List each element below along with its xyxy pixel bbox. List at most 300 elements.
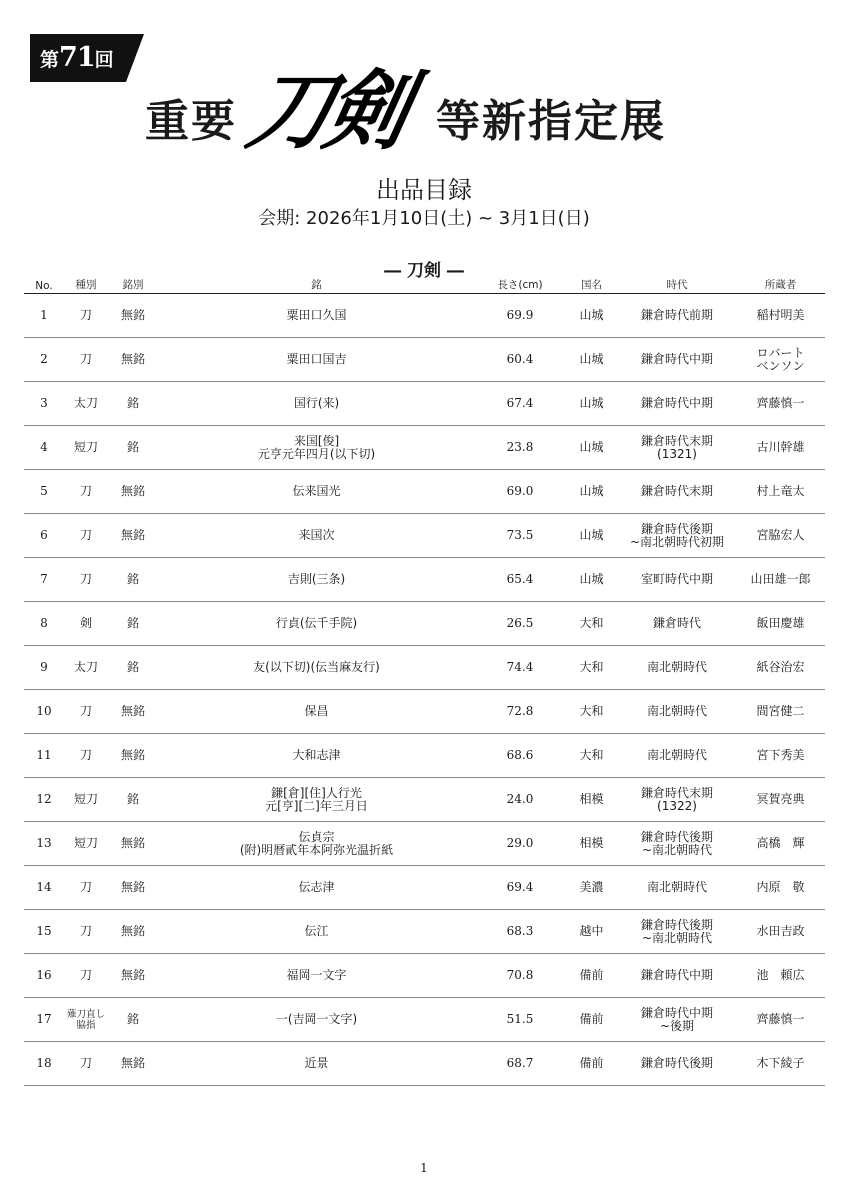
page-number: 1 — [420, 1161, 428, 1175]
cell-owner — [736, 646, 825, 690]
table-row — [24, 998, 825, 1042]
cell-no-text: 5 — [40, 484, 48, 498]
cell-owner — [736, 514, 825, 558]
cell-no-text: 2 — [40, 352, 48, 366]
cell-owner — [736, 690, 825, 734]
cell-no-text: 8 — [40, 616, 48, 630]
cell-owner — [736, 294, 825, 338]
cell-mei — [158, 470, 475, 514]
cell-era — [618, 646, 736, 690]
table-row — [24, 690, 825, 734]
cell-type — [64, 734, 108, 778]
cell-type — [64, 558, 108, 602]
cell-type-text: 剣 — [79, 616, 92, 630]
cell-owner-text: 間宮健二 — [756, 704, 805, 718]
cell-mei-text: 鎌[倉][住]人行光 元[亨][二]年三月日 — [265, 785, 368, 813]
section-heading: ― 刀剣 ― — [384, 261, 464, 281]
cell-length — [475, 602, 565, 646]
cell-length — [475, 910, 565, 954]
cell-province — [565, 954, 618, 998]
col-header-mei: 銘 — [158, 276, 475, 294]
cell-length-text: 24.0 — [506, 792, 534, 806]
cell-no — [24, 426, 64, 470]
cell-type — [64, 294, 108, 338]
cell-no — [24, 382, 64, 426]
cell-type — [64, 382, 108, 426]
cell-signed — [108, 646, 158, 690]
cell-era — [618, 734, 736, 778]
cell-no — [24, 910, 64, 954]
cell-no-text: 10 — [36, 704, 52, 718]
cell-length-text: 69.4 — [506, 880, 534, 894]
cell-owner — [736, 382, 825, 426]
cell-signed — [108, 1042, 158, 1086]
table-row — [24, 910, 825, 954]
cell-no-text: 18 — [36, 1056, 52, 1070]
cell-era — [618, 954, 736, 998]
cell-province — [565, 690, 618, 734]
cell-length — [475, 998, 565, 1042]
cell-signed — [108, 426, 158, 470]
cell-owner-text: 古川幹雄 — [756, 440, 805, 454]
cell-no — [24, 646, 64, 690]
cell-no — [24, 294, 64, 338]
cell-type-text: 太刀 — [73, 396, 98, 410]
cell-mei-text: 伝来国光 — [292, 484, 341, 498]
col-header-era: 時代 — [618, 276, 736, 294]
cell-length-text: 60.4 — [506, 352, 534, 366]
table-row — [24, 514, 825, 558]
cell-length-text: 68.3 — [506, 924, 534, 938]
cell-province-text: 山城 — [579, 528, 604, 542]
cell-owner-text: 村上竜太 — [756, 484, 805, 498]
cell-owner — [736, 778, 825, 822]
cell-era — [618, 382, 736, 426]
cell-owner — [736, 822, 825, 866]
cell-signed — [108, 382, 158, 426]
cell-length — [475, 558, 565, 602]
title-suffix: 等新指定展 — [436, 96, 666, 147]
cell-type-text: 短刀 — [73, 792, 98, 806]
cell-type — [64, 998, 108, 1042]
cell-mei-text: 吉則(三条) — [287, 572, 346, 586]
cell-mei-text: 大和志津 — [292, 748, 341, 762]
cell-era-text: 南北朝時代 — [646, 748, 707, 762]
cell-type — [64, 822, 108, 866]
cell-mei-text: 保昌 — [304, 704, 329, 718]
cell-owner-text: 高橋 輝 — [756, 836, 805, 850]
cell-owner-text: 水田吉政 — [756, 924, 805, 938]
cell-era-text: 南北朝時代 — [646, 880, 707, 894]
cell-owner — [736, 558, 825, 602]
cell-no — [24, 514, 64, 558]
cell-length-text: 73.5 — [506, 528, 534, 542]
cell-length-text: 70.8 — [506, 968, 534, 982]
header-row — [24, 276, 825, 294]
cell-owner — [736, 602, 825, 646]
cell-signed-text: 無銘 — [120, 880, 145, 894]
cell-province — [565, 294, 618, 338]
cell-length-text: 67.4 — [506, 396, 534, 410]
cell-no — [24, 470, 64, 514]
cell-signed-text: 無銘 — [120, 352, 145, 366]
cell-length — [475, 866, 565, 910]
cell-mei — [158, 690, 475, 734]
table-row — [24, 382, 825, 426]
cell-type — [64, 690, 108, 734]
catalog-table — [24, 276, 825, 1086]
cell-type-text: 刀 — [79, 704, 92, 718]
table-row — [24, 470, 825, 514]
cell-era-text: 鎌倉時代中期 — [640, 968, 713, 982]
cell-type-text: 刀 — [79, 572, 92, 586]
cell-no-text: 1 — [40, 308, 48, 322]
cell-owner-text: 齊藤慎一 — [756, 1012, 805, 1026]
cell-no — [24, 1042, 64, 1086]
cell-province-text: 山城 — [579, 352, 604, 366]
cell-mei-text: 行貞(伝千手院) — [275, 616, 358, 630]
cell-owner — [736, 426, 825, 470]
cell-province — [565, 470, 618, 514]
cell-no — [24, 822, 64, 866]
cell-owner-text: 齊藤慎一 — [756, 396, 805, 410]
cell-mei-text: 来国[俊] 元亨元年四月(以下切) — [257, 433, 376, 461]
badge-number: 71 — [59, 42, 95, 73]
cell-length-text: 51.5 — [506, 1012, 534, 1026]
cell-era-text: 鎌倉時代中期 — [640, 396, 713, 410]
cell-province-text: 備前 — [579, 1056, 604, 1070]
cell-signed — [108, 558, 158, 602]
cell-no — [24, 558, 64, 602]
cell-era-text: 鎌倉時代 — [652, 616, 701, 630]
cell-no — [24, 954, 64, 998]
cell-mei-text: 伝貞宗 (附)明暦貳年本阿弥光温折紙 — [239, 829, 394, 857]
cell-owner — [736, 866, 825, 910]
cell-type-text: 刀 — [79, 748, 92, 762]
cell-type — [64, 910, 108, 954]
cell-mei — [158, 426, 475, 470]
cell-type — [64, 866, 108, 910]
cell-signed — [108, 338, 158, 382]
cell-owner-text: 冥賀亮典 — [756, 792, 805, 806]
cell-no-text: 15 — [36, 924, 52, 938]
cell-era-text: 南北朝時代 — [646, 660, 707, 674]
cell-signed-text: 無銘 — [120, 748, 145, 762]
cell-owner — [736, 734, 825, 778]
cell-no-text: 6 — [40, 528, 48, 542]
cell-no-text: 13 — [36, 836, 52, 850]
cell-mei-text: 近景 — [304, 1056, 329, 1070]
cell-province — [565, 558, 618, 602]
cell-mei — [158, 866, 475, 910]
cell-mei-text: 伝江 — [304, 924, 329, 938]
cell-owner-text: 飯田慶雄 — [756, 616, 805, 630]
col-header-type: 種別 — [64, 276, 108, 294]
cell-signed-text: 無銘 — [120, 528, 145, 542]
cell-era-text: 鎌倉時代後期 ~南北朝時代初期 — [629, 521, 725, 549]
cell-province-text: 大和 — [579, 616, 604, 630]
cell-era-text: 鎌倉時代後期 — [640, 1056, 713, 1070]
cell-era-text: 鎌倉時代末期 — [640, 484, 713, 498]
table-row — [24, 294, 825, 338]
cell-signed-text: 銘 — [126, 572, 139, 586]
subtitle: 出品目録 — [376, 176, 472, 204]
cell-mei — [158, 822, 475, 866]
cell-length-text: 69.0 — [506, 484, 534, 498]
cell-province-text: 山城 — [579, 440, 604, 454]
cell-signed-text: 銘 — [126, 440, 139, 454]
cell-type — [64, 602, 108, 646]
table-row — [24, 734, 825, 778]
cell-no-text: 12 — [36, 792, 52, 806]
cell-mei — [158, 338, 475, 382]
cell-length-text: 29.0 — [506, 836, 534, 850]
cell-province — [565, 822, 618, 866]
cell-province-text: 美濃 — [579, 880, 604, 894]
table-row — [24, 822, 825, 866]
cell-era — [618, 866, 736, 910]
col-header-length: 長さ(cm) — [475, 276, 565, 294]
table-row — [24, 1042, 825, 1086]
cell-mei-text: 友(以下切)(伝当麻友行) — [253, 660, 380, 674]
cell-province-text: 山城 — [579, 308, 604, 322]
cell-era — [618, 338, 736, 382]
cell-type-text: 刀 — [79, 924, 92, 938]
cell-no-text: 7 — [40, 572, 48, 586]
cell-type — [64, 778, 108, 822]
cell-mei — [158, 778, 475, 822]
cell-owner-text: 稲村明美 — [756, 308, 805, 322]
cell-mei-text: 粟田口国吉 — [286, 352, 347, 366]
cell-no-text: 16 — [36, 968, 52, 982]
cell-no — [24, 866, 64, 910]
badge-text — [40, 42, 114, 73]
cell-no-text: 11 — [36, 748, 52, 762]
cell-owner-text: 池 頼広 — [756, 968, 805, 982]
cell-signed-text: 無銘 — [120, 924, 145, 938]
cell-era-text: 鎌倉時代後期 ~南北朝時代 — [640, 829, 713, 857]
cell-length-text: 69.9 — [506, 308, 534, 322]
cell-no-text: 14 — [36, 880, 52, 894]
cell-era-text: 鎌倉時代末期 (1321) — [640, 433, 713, 461]
cell-mei-text: 国行(来) — [293, 396, 340, 410]
cell-mei — [158, 998, 475, 1042]
cell-type — [64, 646, 108, 690]
cell-no — [24, 734, 64, 778]
cell-era — [618, 910, 736, 954]
cell-province — [565, 910, 618, 954]
cell-length — [475, 470, 565, 514]
cell-signed — [108, 778, 158, 822]
cell-type-text: 薙刀直し 脇指 — [66, 1008, 105, 1031]
cell-province — [565, 866, 618, 910]
table-row — [24, 954, 825, 998]
table-row — [24, 338, 825, 382]
cell-type-text: 刀 — [79, 308, 92, 322]
cell-province — [565, 338, 618, 382]
table-row — [24, 646, 825, 690]
cell-mei — [158, 294, 475, 338]
cell-length — [475, 514, 565, 558]
cell-type — [64, 426, 108, 470]
cell-owner-text: 紙谷治宏 — [756, 660, 805, 674]
cell-era-text: 鎌倉時代中期 — [640, 352, 713, 366]
cell-length — [475, 294, 565, 338]
cell-era — [618, 822, 736, 866]
cell-no-text: 9 — [40, 660, 48, 674]
cell-province-text: 越中 — [579, 924, 604, 938]
cell-owner — [736, 1042, 825, 1086]
cell-province-text: 山城 — [579, 572, 604, 586]
cell-province — [565, 602, 618, 646]
cell-province — [565, 646, 618, 690]
cell-length — [475, 338, 565, 382]
cell-owner-text: 木下綾子 — [756, 1056, 805, 1070]
cell-length-text: 26.5 — [506, 616, 534, 630]
cell-era-text: 鎌倉時代中期 ~後期 — [640, 1005, 713, 1033]
cell-signed — [108, 470, 158, 514]
cell-length — [475, 426, 565, 470]
cell-type-text: 短刀 — [73, 836, 98, 850]
cell-signed — [108, 514, 158, 558]
cell-length-text: 72.8 — [506, 704, 534, 718]
cell-mei — [158, 382, 475, 426]
badge-prefix: 第 — [40, 49, 60, 71]
cell-length-text: 68.7 — [506, 1056, 534, 1070]
cell-type — [64, 338, 108, 382]
cell-type-text: 刀 — [79, 352, 92, 366]
cell-signed-text: 無銘 — [120, 308, 145, 322]
cell-length-text: 65.4 — [506, 572, 534, 586]
cell-type-text: 刀 — [79, 880, 92, 894]
cell-mei-text: 来国次 — [298, 528, 335, 542]
cell-province-text: 相模 — [579, 836, 604, 850]
cell-signed — [108, 954, 158, 998]
cell-owner — [736, 998, 825, 1042]
title-prefix: 重要 — [145, 96, 237, 147]
cell-signed-text: 無銘 — [120, 1056, 145, 1070]
cell-type-text: 刀 — [79, 1056, 92, 1070]
cell-signed-text: 銘 — [126, 792, 139, 806]
table-row — [24, 866, 825, 910]
cell-era-text: 鎌倉時代後期 ~南北朝時代 — [640, 917, 713, 945]
cell-no — [24, 338, 64, 382]
cell-no-text: 17 — [36, 1012, 52, 1026]
cell-owner — [736, 910, 825, 954]
cell-length-text: 68.6 — [506, 748, 534, 762]
cell-mei — [158, 734, 475, 778]
cell-signed — [108, 822, 158, 866]
cell-no-text: 3 — [40, 396, 48, 410]
cell-no — [24, 690, 64, 734]
col-header-province: 国名 — [565, 276, 618, 294]
cell-signed — [108, 294, 158, 338]
cell-era — [618, 470, 736, 514]
cell-type-text: 刀 — [79, 968, 92, 982]
cell-province — [565, 426, 618, 470]
cell-era-text: 南北朝時代 — [646, 704, 707, 718]
cell-era-text: 鎌倉時代前期 — [640, 308, 713, 322]
badge-suffix: 回 — [94, 49, 114, 71]
cell-type — [64, 954, 108, 998]
cell-length — [475, 1042, 565, 1086]
cell-no-text: 4 — [40, 440, 48, 454]
cell-province — [565, 778, 618, 822]
cell-type-text: 刀 — [79, 528, 92, 542]
cell-province-text: 大和 — [579, 660, 604, 674]
cell-era — [618, 1042, 736, 1086]
cell-type-text: 刀 — [79, 484, 92, 498]
cell-mei-text: 一(吉岡一文字) — [275, 1012, 358, 1026]
cell-signed — [108, 602, 158, 646]
cell-signed — [108, 690, 158, 734]
cell-province-text: 山城 — [579, 484, 604, 498]
col-header-owner: 所蔵者 — [736, 276, 825, 294]
cell-type-text: 太刀 — [73, 660, 98, 674]
cell-signed-text: 銘 — [126, 616, 139, 630]
cell-signed-text: 無銘 — [120, 968, 145, 982]
cell-signed-text: 銘 — [126, 660, 139, 674]
cell-signed-text: 無銘 — [120, 484, 145, 498]
cell-province-text: 相模 — [579, 792, 604, 806]
cell-length — [475, 822, 565, 866]
cell-era — [618, 998, 736, 1042]
cell-length — [475, 954, 565, 998]
cell-signed — [108, 734, 158, 778]
cell-era — [618, 514, 736, 558]
cell-owner-text: 内原 敬 — [756, 880, 805, 894]
cell-signed — [108, 866, 158, 910]
cell-province-text: 大和 — [579, 748, 604, 762]
cell-no — [24, 602, 64, 646]
cell-mei — [158, 1042, 475, 1086]
cell-type — [64, 514, 108, 558]
cell-no — [24, 778, 64, 822]
cell-era — [618, 778, 736, 822]
cell-length-text: 74.4 — [506, 660, 534, 674]
cell-type — [64, 1042, 108, 1086]
cell-owner-text: 宮下秀美 — [756, 748, 805, 762]
cell-mei-text: 粟田口久国 — [286, 308, 347, 322]
cell-province — [565, 514, 618, 558]
cell-era — [618, 294, 736, 338]
cell-mei — [158, 646, 475, 690]
cell-length — [475, 778, 565, 822]
cell-length — [475, 690, 565, 734]
cell-mei — [158, 910, 475, 954]
cell-signed — [108, 910, 158, 954]
cell-signed-text: 銘 — [126, 396, 139, 410]
cell-owner-text: 山田雄一郎 — [750, 572, 811, 586]
table-row — [24, 778, 825, 822]
cell-signed — [108, 998, 158, 1042]
cell-no — [24, 998, 64, 1042]
cell-signed-text: 銘 — [126, 1012, 139, 1026]
edition-badge — [30, 34, 144, 82]
cell-mei — [158, 558, 475, 602]
table-row — [24, 426, 825, 470]
cell-type-text: 短刀 — [73, 440, 98, 454]
title-brush-calligraphy: 刀剣 — [239, 61, 414, 162]
cell-province — [565, 998, 618, 1042]
col-header-signed: 銘別 — [108, 276, 158, 294]
cell-mei-text: 伝志津 — [298, 880, 335, 894]
cell-province-text: 山城 — [579, 396, 604, 410]
cell-owner — [736, 954, 825, 998]
cell-signed-text: 無銘 — [120, 704, 145, 718]
cell-owner — [736, 470, 825, 514]
cell-era — [618, 690, 736, 734]
